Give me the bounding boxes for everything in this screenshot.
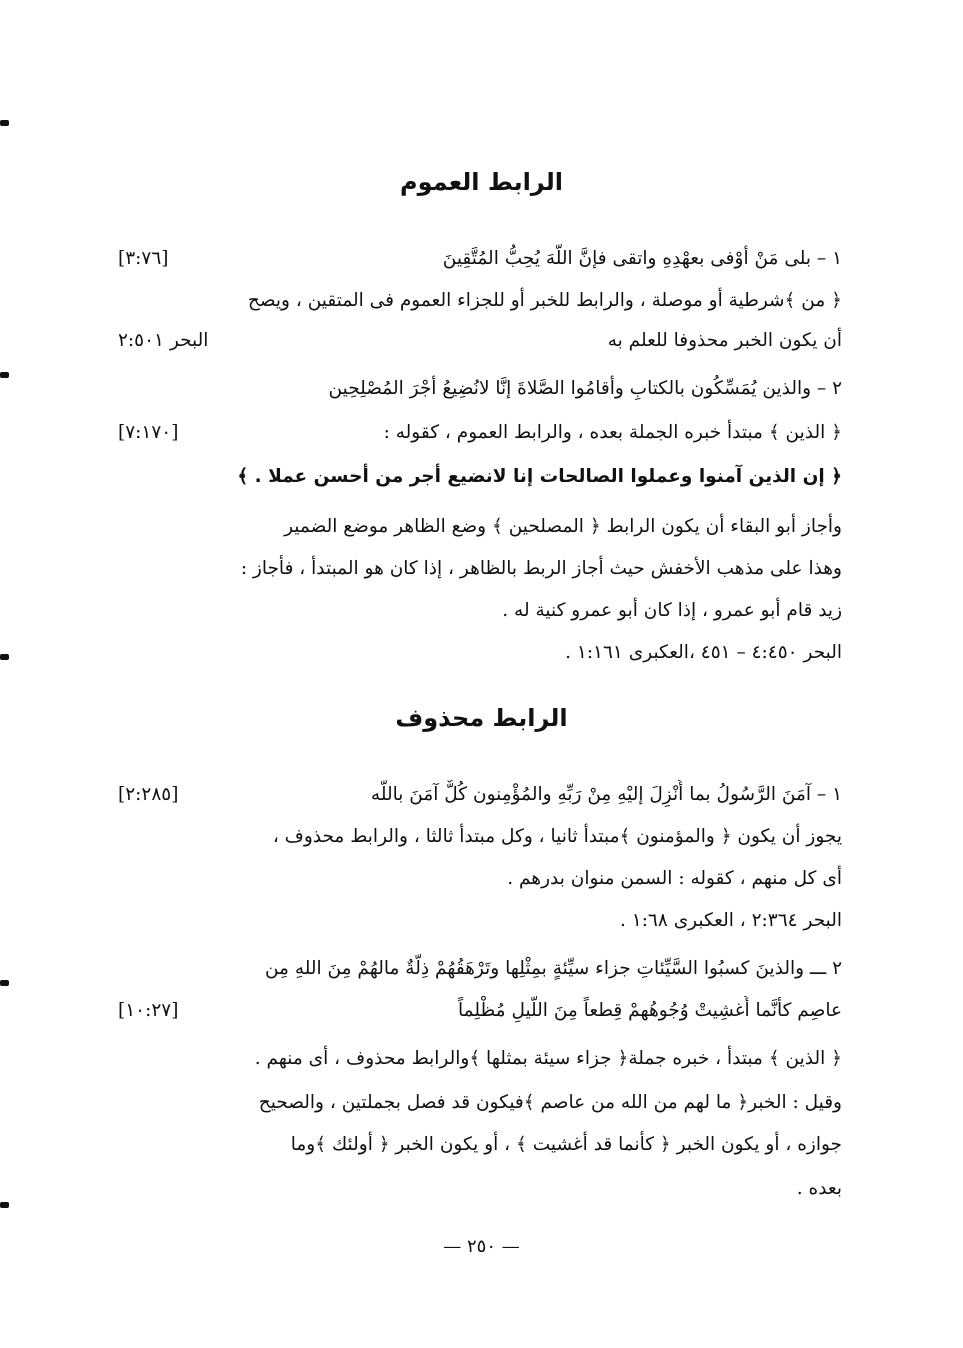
text-line: [118, 418, 842, 448]
text-line: وهذا على مذهب الأخفش حيث أجاز الربط بالظاهر ، إذا كان هو المبتدأ ، فأجاز :: [240, 558, 842, 579]
source-reference-line: البحر ٢:٣٦٤ ، العكبرى ١:٦٨ .: [620, 910, 842, 931]
verse-reference: [٢:٢٨٥]: [118, 784, 179, 805]
page-number: — ٢٥٠ —: [443, 1236, 520, 1257]
line-text: ﴿ الذين ﴾ مبتدأ خبره الجملة بعده ، والرابط العموم ، كقوله :: [383, 422, 842, 443]
scan-edge-mark: [0, 120, 9, 126]
verse-text: عاصِم كأنَّما أُغشِيتْ وُجُوهُهمْ قِطعاً مِنَ اللَّيلِ مُظْلِماً: [458, 1000, 842, 1021]
text-line: وقيل : الخبر﴿ ما لهم من الله من عاصم ﴾فيكون قد فصل بجملتين ، والصحيح: [258, 1092, 842, 1113]
text-line: جوازه ، أو يكون الخبر ﴿ كأنما قد أغشيت ﴾ ، أو يكون الخبر ﴿ أولئك ﴾وما: [290, 1134, 842, 1155]
quoted-verse-line: ﴿ إن الذين آمنوا وعملوا الصالحات إنا لانضيع أجر من أحسن عملا . ﴾: [237, 466, 842, 487]
text-line: زيد قام أبو عمرو ، إذا كان أبو عمرو كنية له .: [502, 600, 842, 621]
text-line: يجوز أن يكون ﴿ والمؤمنون ﴾مبتدأ ثانيا ، وكل مبتدأ ثالثا ، والرابط محذوف ،: [272, 826, 842, 847]
text-line: بعده .: [796, 1178, 842, 1199]
verse-line: [118, 996, 842, 1026]
text-line: ﴿ من ﴾شرطية أو موصلة ، والرابط للخبر أو للجزاء العموم فى المتقين ، ويصح: [247, 290, 842, 311]
verse-line: [118, 244, 842, 274]
verse-reference: [٧:١٧٠]: [118, 422, 179, 443]
section-heading-general-link: الرابط العموم: [400, 168, 563, 196]
text-line: أى كل منهم ، كقوله : السمن منوان بدرهم .: [507, 868, 842, 889]
text-line: وأجاز أبو البقاء أن يكون الرابط ﴿ المصلحين ﴾ وضع الظاهر موضع الضمير: [284, 516, 842, 537]
scan-edge-mark: [0, 980, 9, 986]
section-heading-omitted-link: الرابط محذوف: [395, 704, 568, 732]
verse-text: ١ – آمَنَ الرَّسُولُ بما أُنْزِلَ إليْهِ مِنْ رَبِّهِ والمُؤْمِنون كُلٌّ آمَنَ باللَّه: [370, 784, 842, 805]
scan-edge-mark: [0, 654, 9, 660]
verse-text: ١ – بلى مَنْ أوْفى بعهْدِهِ واتقى فإنَّ اللَّهَ يُحِبُّ المُتَّقِينَ: [442, 248, 842, 269]
line-text: أن يكون الخبر محذوفا للعلم به: [607, 330, 842, 351]
verse-line: ٢ – والذين يُمَسِّكُون بالكتابِ وأقامُوا الصَّلاةَ إنَّا لانُضِيعُ أجْرَ المُصْلِحِين: [328, 378, 842, 399]
source-reference: البحر ٢:٥٠١: [118, 330, 209, 351]
scan-edge-mark: [0, 372, 9, 378]
verse-line: [118, 780, 842, 810]
text-line: [118, 326, 842, 356]
verse-reference: [١٠:٢٧]: [118, 1000, 179, 1021]
verse-line: ٢ ـــ والذينَ كسبُوا السَّيِّئاتِ جزاء سيِّئةٍ بمِثْلِها وتَرْهَقُهُمْ ذِلَّةٌ مالهُمْ مِنَ اللهِ مِن: [264, 958, 842, 979]
scan-edge-mark: [0, 1202, 9, 1208]
verse-reference: [٣:٧٦]: [118, 248, 169, 269]
text-line: ﴿ الذين ﴾ مبتدأ ، خبره جملة﴿ جزاء سيئة بمثلها ﴾والرابط محذوف ، أى منهم .: [254, 1048, 842, 1069]
source-reference-line: البحر ٤:٤٥٠ – ٤٥١ ،العكبرى ١:١٦١ .: [565, 642, 842, 663]
